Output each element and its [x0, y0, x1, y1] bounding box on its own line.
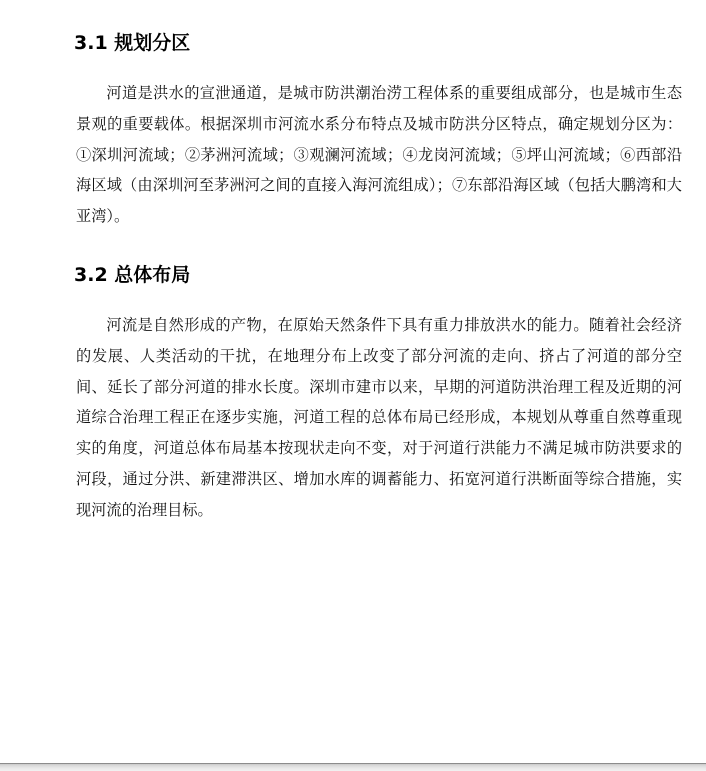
- window-bottom-edge: [0, 763, 706, 771]
- section-paragraph-planning-zones: 河道是洪水的宣泄通道，是城市防洪潮治涝工程体系的重要组成部分，也是城市生态景观的重要载体。根据深圳市河流水系分布特点及城市防洪分区特点，确定规划分区为：①深圳河流域；②茅洲河流域；③观澜河流域；④龙岗河流域；⑤坪山河流域；⑥西部沿海区域（由深圳河至茅洲河之间的直接入海河流组成）；⑦东部沿海区域（包括大鹏湾和大亚湾）。: [76, 84, 682, 226]
- window-bottom-divider: [0, 763, 706, 764]
- section-paragraph-overall-layout: 河流是自然形成的产物，在原始天然条件下具有重力排放洪水的能力。随着社会经济的发展、人类活动的干扰，在地理分布上改变了部分河流的走向、挤占了河道的部分空间、延长了部分河道的排水长度。深圳市建市以来，早期的河道防洪治理工程及近期的河道综合治理工程正在逐步实施，河道工程的总体布局已经形成，本规划从尊重自然尊重现实的角度，河道总体布局基本按现状走向不变，对于河道行洪能力不满足城市防洪要求的河段，通过分洪、新建滞洪区、增加水库的调蓄能力、拓宽河道行洪断面等综合措施，实现河流的治理目标。: [76, 316, 682, 519]
- section-heading-planning-zones: 3.1 规划分区: [74, 32, 191, 54]
- section-heading-overall-layout: 3.2 总体布局: [74, 264, 191, 286]
